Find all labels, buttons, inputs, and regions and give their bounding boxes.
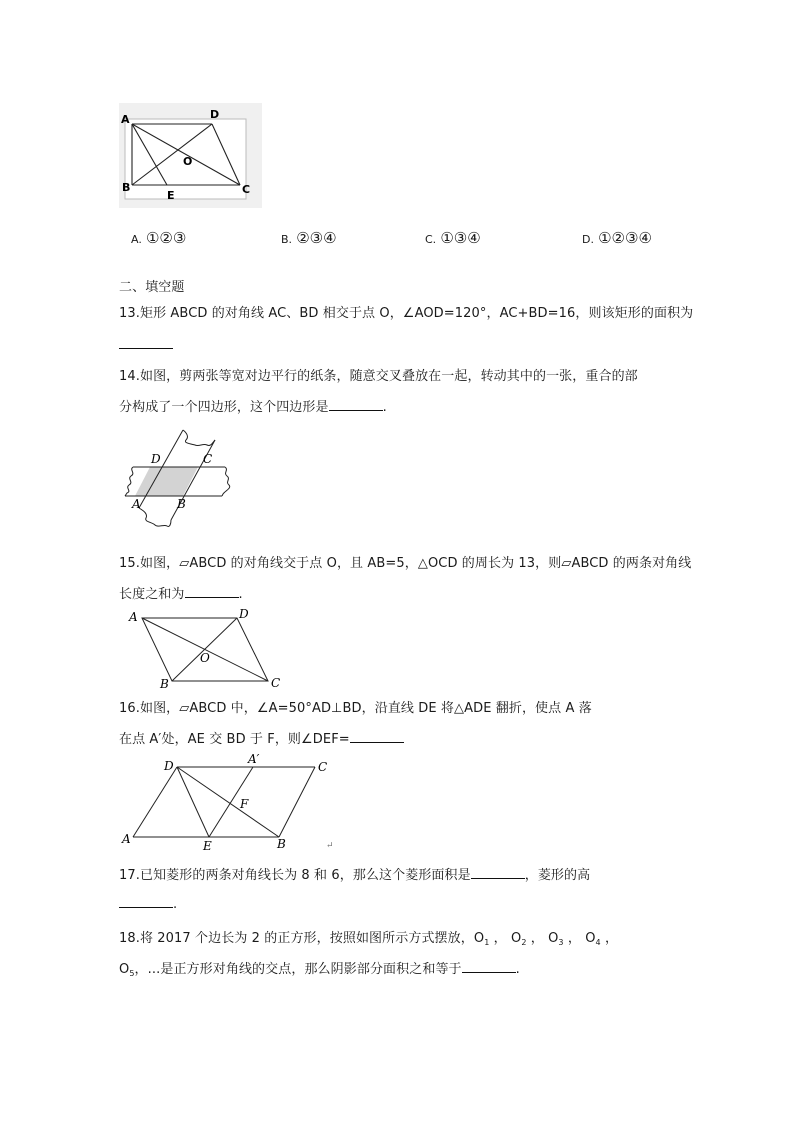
- question-14-line-2-text: 分构成了一个四边形，这个四边形是: [119, 400, 329, 415]
- torn-edge-bottom: [139, 508, 171, 526]
- overlap-region: [135, 467, 198, 496]
- option-b-text: ②③④: [296, 229, 337, 247]
- subscript-3: 3: [558, 938, 564, 947]
- subscript-5: 5: [129, 969, 135, 978]
- label-B: B: [177, 497, 186, 511]
- option-d[interactable]: [582, 229, 652, 247]
- subscript-4: 4: [595, 938, 601, 947]
- question-16-line-1: 16.如图，▱ABCD 中，∠A=50°AD⊥BD，沿直线 DE 将△ADE 翻折，使点 A 落: [119, 701, 592, 716]
- option-c-text: ①③④: [440, 229, 481, 247]
- option-a[interactable]: [131, 229, 186, 247]
- label-E: E: [203, 839, 212, 852]
- question-17-period: .: [173, 897, 178, 912]
- question-16-line-2: [119, 728, 404, 747]
- question-15-period: .: [238, 587, 243, 602]
- figure-paper-strips-q14: [119, 428, 231, 532]
- question-18-text-a: 18.将 2017 个边长为 2 的正方形，按照如图所示方式摆放，O: [119, 931, 485, 946]
- label-E: E: [167, 189, 175, 202]
- point-o: O: [119, 962, 130, 977]
- question-13-answer-blank[interactable]: [119, 334, 173, 353]
- question-13-text: 13.矩形 ABCD 的对角线 AC、BD 相交于点 O，∠AOD=120°，AC+BD=16，则该矩形的面积为: [119, 306, 694, 321]
- question-14-period: .: [382, 400, 387, 415]
- option-b-key: B.: [281, 233, 293, 246]
- question-18-answer-blank[interactable]: [462, 960, 516, 973]
- answer-blank[interactable]: [119, 336, 173, 349]
- separator-3: ， O: [563, 931, 596, 946]
- subscript-2: 2: [521, 938, 527, 947]
- label-A: A: [132, 497, 141, 511]
- label-C: C: [271, 676, 281, 690]
- question-18-period: .: [515, 962, 520, 977]
- option-d-text: ①②③④: [598, 229, 652, 247]
- option-c-key: C.: [425, 233, 437, 246]
- question-14-line-2: [119, 396, 387, 415]
- question-16-answer-blank[interactable]: [350, 730, 404, 743]
- label-O: O: [183, 155, 193, 168]
- label-D: D: [239, 607, 249, 621]
- question-14-answer-blank[interactable]: [329, 398, 383, 411]
- label-B: B: [277, 837, 286, 851]
- option-a-text: ①②③: [145, 229, 187, 247]
- subscript-1: 1: [484, 938, 490, 947]
- torn-edge-left: [125, 467, 133, 496]
- question-17-height-blank[interactable]: [119, 895, 173, 908]
- question-16-line-2-text: 在点 A′处，AE 交 BD 于 F，则∠DEF=: [119, 732, 350, 747]
- question-18-text-b: ，...是正方形对角线的交点，那么阴影部分面积之和等于: [134, 962, 462, 977]
- label-C: C: [203, 452, 213, 466]
- label-B: B: [122, 181, 131, 194]
- option-a-key: A.: [131, 233, 142, 246]
- question-15-answer-blank[interactable]: [185, 585, 239, 598]
- question-15-line-2: [119, 583, 243, 602]
- torn-edge-right: [222, 467, 230, 496]
- separator-2: ， O: [526, 931, 559, 946]
- option-c[interactable]: [425, 229, 481, 247]
- option-d-key: D.: [582, 233, 594, 246]
- label-A: A: [121, 113, 130, 126]
- question-17-text-a: 17.已知菱形的两条对角线长为 8 和 6，那么这个菱形面积是: [119, 868, 471, 883]
- label-D: D: [210, 108, 220, 121]
- segment-DA: [133, 767, 177, 837]
- question-18-line-1: 18.将 2017 个边长为 2 的正方形，按照如图所示方式摆放，$O_1$ ， $O_2$ ， $O_3$ ， $O_4$ ，: [119, 931, 619, 947]
- figure-quadrilateral-q12: [119, 103, 262, 208]
- label-C: C: [318, 760, 328, 774]
- question-15-line-1: 15.如图，▱ABCD 的对角线交于点 O，且 AB=5，△OCD 的周长为 13，则▱ABCD 的两条对角线: [119, 556, 692, 571]
- question-17-text-b: ，菱形的高: [524, 868, 591, 883]
- label-C: C: [242, 183, 251, 196]
- label-A-prime: A′: [248, 752, 260, 766]
- label-D: D: [164, 759, 174, 773]
- segment-DB: [177, 767, 279, 837]
- question-18-line-2: [119, 958, 520, 978]
- figure-parallelogram-q15: [124, 604, 288, 690]
- label-A: A: [122, 832, 131, 846]
- paragraph-mark: ↵: [326, 841, 334, 851]
- label-D: D: [151, 452, 161, 466]
- question-17-area-blank[interactable]: [471, 866, 525, 879]
- label-O: O: [200, 651, 210, 665]
- label-B: B: [160, 677, 169, 690]
- question-17-line-1: [119, 864, 590, 883]
- label-A: A: [129, 610, 138, 624]
- diagonal-BD: [172, 618, 237, 681]
- separator-1: ， O: [489, 931, 522, 946]
- question-14-line-1: 14.如图，剪两张等宽对边平行的纸条，随意交叉叠放在一起，转动其中的一张，重合的部: [119, 369, 638, 384]
- question-17-line-2: [119, 895, 177, 912]
- label-F: F: [240, 797, 249, 811]
- torn-edge-top: [183, 430, 215, 446]
- figure-fold-q16: [119, 752, 339, 852]
- question-15-line-2-text: 长度之和为: [119, 587, 185, 602]
- section-title: 二、填空题: [119, 280, 185, 295]
- option-b[interactable]: [281, 229, 337, 247]
- segment-CB: [279, 767, 315, 837]
